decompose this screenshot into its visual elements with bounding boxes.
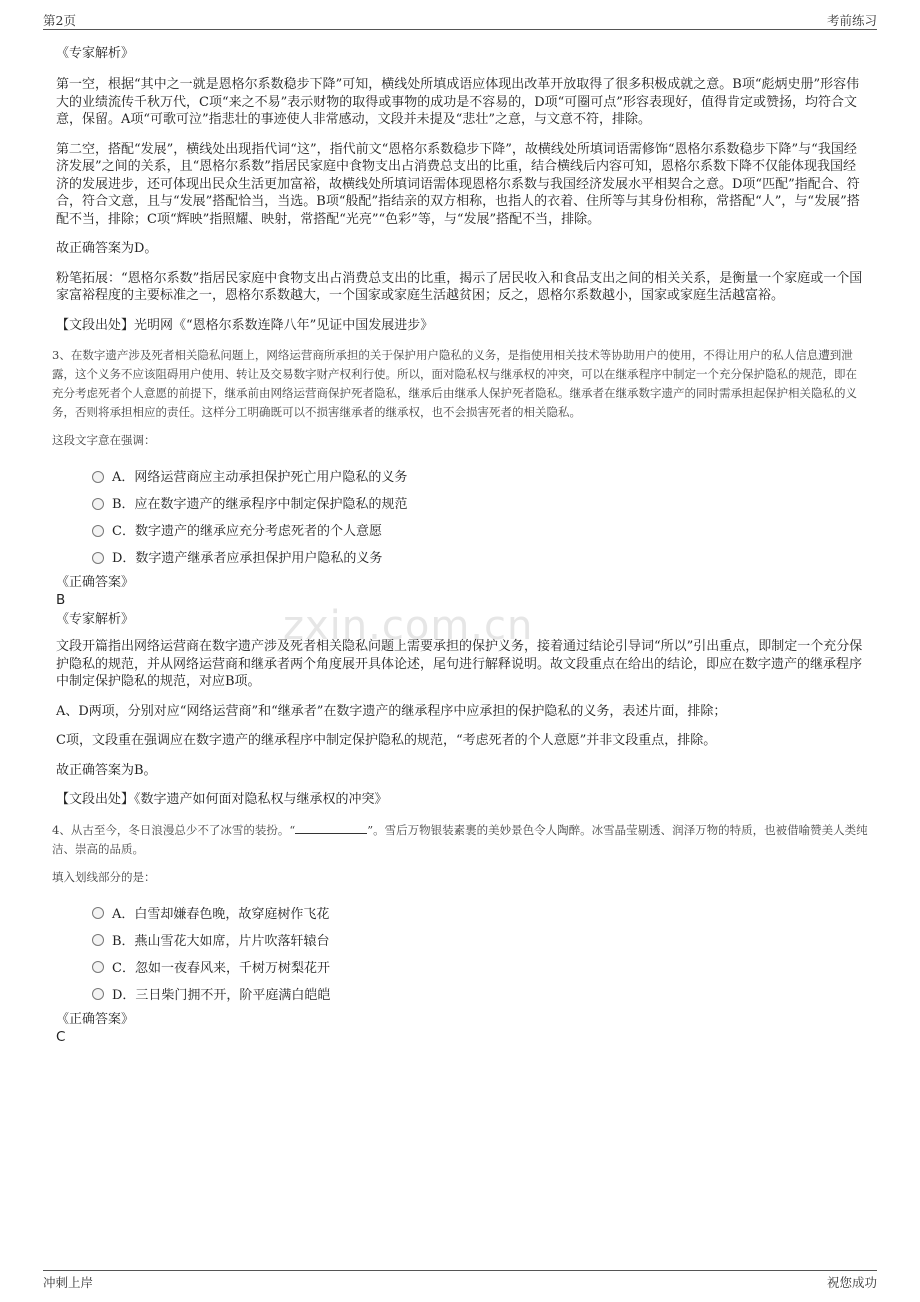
q3-option-d[interactable]: D．数字遗产继承者应承担保护用户隐私的义务 [92,543,868,570]
page-content [52,45,868,1048]
header-title: 考前练习 [826,13,877,28]
q4-option-a[interactable]: A．白雪却嫌春色晚，故穿庭树作飞花 [92,899,868,926]
q3-option-a[interactable]: A．网络运营商应主动承担保护死亡用户隐私的义务 [92,462,868,489]
q2-conclusion: 故正确答案为D。 [56,241,158,256]
page-number: 第2页 [43,13,76,28]
q2-source: 【文段出处】光明网《“恩格尔系数连降八年”见证中国发展进步》 [56,317,434,333]
radio-icon[interactable] [92,471,104,483]
answer-blank [295,822,367,834]
q4-ask: 填入划线部分的是： [52,869,156,884]
q3-ask: 这段文字意在强调： [52,433,156,447]
footer-right-text: 祝您成功 [826,1275,877,1290]
q3-answer-tag: 《正确答案》 [56,575,135,590]
q4-options [92,899,868,1007]
q3-stem: 3、在数字遗产涉及死者相关隐私问题上，网络运营商所承担的关于保护用户隐私的义务，是指使用相关技术等协助用户的使用，不得让用户的私人信息遭到泄露，这个义务不应该阻碍用户使用、转让及交易数字财产权利行使。所以，面对隐私权与继承权的冲突，可以在继承程序中制定一个充分保护隐私的规范，即在充分考虑死者个人意愿的前提下，继承前由网络运营商保护死者隐私，继承后由继承人保护死者隐私。继承者在继承数字遗产的同时需承担起保护相关隐私的义务，否则将承担相应的责任。这样分工明确既可以不损害继承者的继承权，也不会损害死者的相关隐私。 [52,348,857,419]
page-header [43,8,877,28]
q2-analysis-1: 第一空，根据“其中之一就是恩格尔系数稳步下降”可知，横线处所填成语应体现出改革开放取得了很多积极成就之意。B项“彪炳史册”形容伟大的业绩流传千秋万代，C项“来之不易”表示财物的取得或事物的成功是不容易的，D项“可圈可点”形容表现好，值得肯定或赞扬，均符合文意，保留。A项“可歌可泣”指悲壮的事迹使人非常感动，文段并未提及“悲壮”之意，与文意不符，排除。 [56,77,860,127]
q4-option-c[interactable]: C．忽如一夜春风来，千树万树梨花开 [92,953,868,980]
q3-conclusion: 故正确答案为B。 [56,762,157,778]
radio-icon[interactable] [92,988,104,1000]
q3-answer: B [56,592,66,608]
q2-extension: 粉笔拓展：“恩格尔系数”指居民家庭中食物支出占消费总支出的比重，揭示了居民收入和食品支出之间的相关关系，是衡量一个家庭或一个国家富裕程度的主要标准之一，恩格尔系数越大，一个国家或家庭生活越贫困；反之，恩格尔系数越小，国家或家庭生活越富裕。 [56,270,863,303]
radio-icon[interactable] [92,961,104,973]
q3-option-c[interactable]: C．数字遗产的继承应充分考虑死者的个人意愿 [92,516,868,543]
q4-stem: 4、从古至今，冬日浪漫总少不了冰雪的装扮。“ ”。雪后万物银装素裹的美妙景色令人陶醉。冰雪晶莹剔透、润泽万物的特质，也被借喻赞美人类纯洁、崇高的品质。 [52,822,868,856]
watermark: zxin.com.cn [283,603,534,649]
footer-divider [43,1270,877,1271]
expert-analysis-tag: 《专家解析》 [56,46,135,61]
q4-answer: C [56,1028,66,1045]
q3-source: 【文段出处】《数字遗产如何面对隐私权与继承权的冲突》 [56,792,388,807]
q3-expert-tag: 《专家解析》 [56,612,135,627]
footer-left-text: 冲刺上岸 [43,1275,94,1290]
q3-options [92,462,868,570]
radio-icon[interactable] [92,934,104,946]
q2-analysis-2: 第二空，搭配“发展”，横线处出现指代词“这”，指代前文“恩格尔系数稳步下降”，故横线处所填词语需修饰“恩格尔系数稳步下降”与“我国经济发展”之间的关系，且“恩格尔系数”指居民家庭中食物支出占消费总支出的比重，结合横线后内容可知，恩格尔系数下降不仅能体现我国经济的发展进步，还可体现出民众生活更加富裕，故横线处所填词语需体现恩格尔系数与我国经济发展水平相契合之意。D项“匹配”指配合、符合，符合文意，且与“发展”搭配恰当，当选。B项“般配”指结亲的双方相称，也指人的衣着、住所等与其身份相称，常搭配“人”，与“发展”搭配不当，排除；C项“辉映”指照耀、映射，常搭配“光亮”“色彩”等，与“发展”搭配不当，排除。 [56,141,860,227]
q3-analysis-3: C项，文段重在强调应在数字遗产的继承程序中制定保护隐私的规范，“考虑死者的个人意愿”并非文段重点，排除。 [56,733,717,748]
radio-icon[interactable] [92,552,104,564]
q3-analysis-1: 文段开篇指出网络运营商在数字遗产涉及死者相关隐私问题上需要承担的保护义务，接着通过结论引导词“所以”引出重点，即制定一个充分保护隐私的规范，并从网络运营商和继承者两个角度展开具体论述，尾句进行解释说明。故文段重点在给出的结论，即应在数字遗产的继承程序中制定保护隐私的规范，对应B项。 [56,639,863,689]
q3-option-b[interactable]: B．应在数字遗产的继承程序中制定保护隐私的规范 [92,489,868,516]
q4-option-b[interactable]: B．燕山雪花大如席，片片吹落轩辕台 [92,926,868,953]
radio-icon[interactable] [92,907,104,919]
radio-icon[interactable] [92,498,104,510]
q4-answer-tag: 《正确答案》 [56,1011,135,1027]
header-divider [43,29,877,30]
radio-icon[interactable] [92,525,104,537]
q3-analysis-2: A、D两项，分别对应“网络运营商”和“继承者”在数字遗产的继承程序中应承担的保护隐私的义务，表述片面，排除； [56,703,727,719]
q4-option-d[interactable]: D．三日柴门拥不开，阶平庭满白皑皑 [92,980,868,1007]
